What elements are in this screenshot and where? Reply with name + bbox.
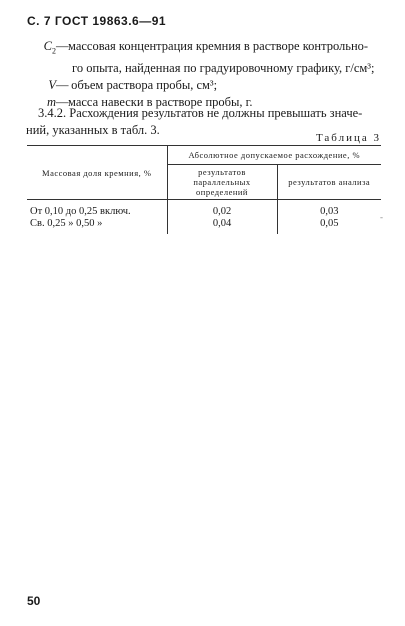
definition-v [36,77,381,94]
dash: — [56,39,69,53]
table-row [27,200,381,219]
paragraph-line: ний, указанных в табл. 3. [26,123,160,137]
cell-analysis: 0,03 [277,200,381,219]
header-analysis-results: результатов анализа [277,165,381,200]
paragraph-line: 3.4.2. Расхождения результатов не должны превышать значе- [38,106,363,120]
cell-range: От 0,10 до 0,25 включ. [30,206,131,217]
definitions-list [36,38,381,111]
definition-c2 [36,38,381,60]
definition-text: массовая концентрация кремния в растворе контрольно- [68,39,369,53]
header-parallel-determinations: результатов параллельных определений [167,165,277,200]
page-number: 50 [27,594,41,608]
cell-parallel: 0,02 [167,200,277,219]
data-table [27,145,381,234]
margin-mark: - [380,212,383,222]
symbol: $C_2$ [43,39,56,56]
header-absolute-discrepancy: Абсолютное допускаемое расхождение, % [167,146,381,165]
symbol: V [48,77,56,92]
cell-range: Св. 0,25 » 0,50 » [30,218,103,229]
definition-text-continued: го опыта, найденная по градуировочному графику, г/см³; [72,60,375,75]
dash: — [56,94,69,109]
cell-parallel: 0,04 [167,218,277,234]
cell-analysis: 0,05 [277,218,381,234]
definition-text: объем раствора пробы, см³; [68,77,218,92]
table-caption: Таблица 3 [315,132,381,144]
symbol: m [46,94,56,109]
definition-text: масса навески в растворе пробы, г. [68,94,253,109]
header-mass-fraction: Массовая доля кремния, % [27,146,167,200]
page-header: С. 7 ГОСТ 19863.6—91 [27,14,167,28]
table-row [27,218,381,234]
dash: — [56,77,69,92]
